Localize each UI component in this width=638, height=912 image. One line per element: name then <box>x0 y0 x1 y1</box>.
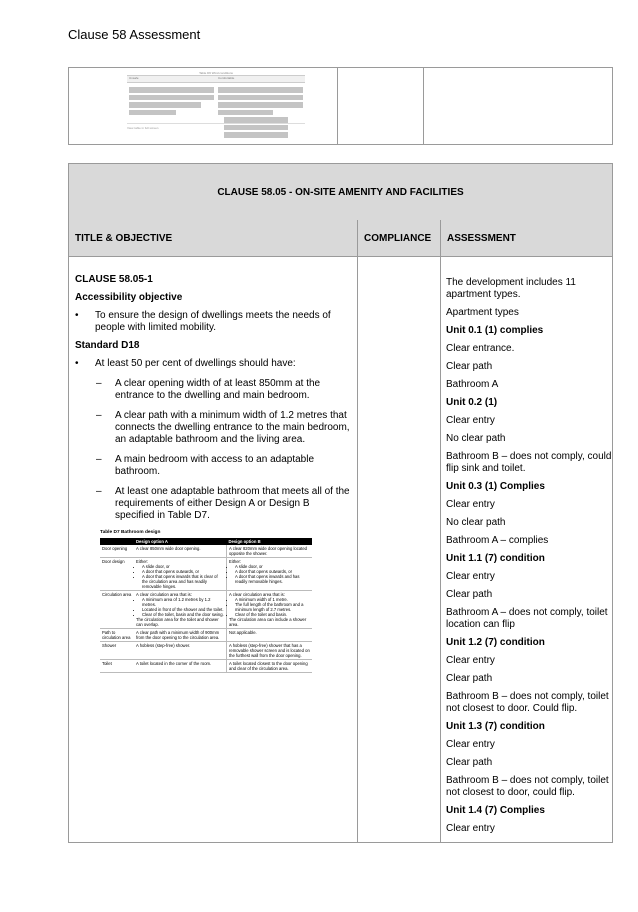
assessment-unit-heading: Unit 1.2 (7) condition <box>446 637 545 648</box>
d7-cell-intro: Either: <box>229 559 242 564</box>
d7-cell-a: A hobless (step-free) shower. <box>134 642 227 660</box>
d7-cell-item: • Clear of the toilet, basin and the door swing. <box>142 612 224 617</box>
objective-bullet <box>75 310 351 334</box>
d7-cell-b: A clear 820mm wide door opening located opposite the shower. <box>227 545 313 558</box>
d7-cell-b <box>227 558 313 591</box>
assessment-line: Bathroom A – complies <box>446 535 549 546</box>
assessment-line: Bathroom B – does not comply, toilet not closest to door. Could flip. <box>446 691 609 714</box>
d7-row-label: Door opening <box>100 545 134 558</box>
table-d7-bathroom-design <box>100 530 312 673</box>
col-header-title: TITLE & OBJECTIVE <box>75 232 173 244</box>
requirement-item <box>75 454 351 478</box>
assessment-unit-heading: Unit 1.4 (7) Complies <box>446 805 545 816</box>
excerpt-cell <box>69 68 338 144</box>
assessment-unit-heading: Unit 0.1 (1) complies <box>446 325 544 336</box>
d7-cell-intro: Either: <box>136 559 149 564</box>
thumbnail-header <box>127 75 305 83</box>
d7-row-label: Door design <box>100 558 134 591</box>
assessment-line: Bathroom B – does not comply, toilet not closest to door, could flip. <box>446 775 609 798</box>
d7-cell-note: The circulation area for the toilet and shower can overlap. <box>136 617 219 627</box>
assessment-line: Clear entry <box>446 655 495 666</box>
d7-row-door-design <box>100 558 312 591</box>
d7-cell-b: A hobless (step-free) shower that has a removable shower screen and is located on the furthest wall from the door opening. <box>227 642 313 660</box>
wind-conditions-thumbnail <box>127 71 305 135</box>
d7-row-label: Shower <box>100 642 134 660</box>
column-header-row <box>69 220 612 257</box>
assessment-cell <box>446 277 612 841</box>
d7-row-label: Circulation area <box>100 591 134 629</box>
d7-cell-a: A toilet located in the corner of the room. <box>134 660 227 673</box>
d7-cell-note: The circulation area can include a shower area. <box>229 617 307 627</box>
assessment-unit-heading: Unit 1.3 (7) condition <box>446 721 545 732</box>
d7-row-toilet <box>100 660 312 673</box>
section-heading: CLAUSE 58.05 - ON-SITE AMENITY AND FACILITIES <box>69 164 612 221</box>
column-divider <box>440 220 441 843</box>
assessment-line: Clear entry <box>446 415 495 426</box>
page-title: Clause 58 Assessment <box>68 27 201 42</box>
excerpt-compliance-cell <box>337 68 424 144</box>
d7-cell-intro: A clear circulation area that is: <box>229 592 285 597</box>
d7-row-door-opening <box>100 545 312 558</box>
d7-cell-a <box>134 591 227 629</box>
dash-marker: – <box>96 454 102 465</box>
title-objective-cell <box>75 274 351 673</box>
requirement-item <box>75 378 351 402</box>
d7-cell-item: • The full length of the bathroom and a minimum length of 2.7 metres. <box>235 602 310 612</box>
assessment-line: Apartment types <box>446 307 519 318</box>
assessment-line: Clear entrance. <box>446 343 515 354</box>
assessment-line: Clear entry <box>446 571 495 582</box>
d7-cell-a: A clear 850mm wide door opening. <box>134 545 227 558</box>
assessment-line: Bathroom A – does not comply, toilet location can flip <box>446 607 608 630</box>
d7-cell-item: • A door that opens outwards, or <box>142 569 224 574</box>
bullet-marker: • <box>75 358 79 369</box>
assessment-line: Clear path <box>446 589 493 600</box>
assessment-line: Bathroom B – does not comply, could flip sink and toilet. <box>446 451 612 474</box>
d7-cell-item: • A door that opens inwards that is clear of the circulation area and has readily removable hinges. <box>142 574 224 589</box>
assessment-line: Clear path <box>446 361 493 372</box>
thumbnail-text-a <box>127 83 216 123</box>
objective-text: To ensure the design of dwellings meets the needs of people with limited mobility. <box>95 310 331 333</box>
d7-cell-item: • Clear of the toilet and basin. <box>235 612 310 617</box>
assessment-line: Bathroom A <box>446 379 499 390</box>
d7-cell-b: A toilet located closest to the door opening and clear of the circulation area. <box>227 660 313 673</box>
thumbnail-col-a: Unsafe <box>129 76 139 80</box>
requirement-item <box>75 486 351 522</box>
d7-header-option-b: Design option B <box>227 538 313 545</box>
assessment-line: Clear entry <box>446 499 495 510</box>
thumbnail-text-b <box>216 83 305 123</box>
assessment-line: No clear path <box>446 517 506 528</box>
assessment-line: Clear path <box>446 757 493 768</box>
assessment-line: No clear path <box>446 433 506 444</box>
d7-cell-item: • A door that opens outwards, or <box>235 569 310 574</box>
d7-row-label: Path to circulation area <box>100 629 134 642</box>
assessment-unit-heading: Unit 1.1 (7) condition <box>446 553 545 564</box>
d7-cell-item: • A minimum area of 1.2 metres by 1.2 metres. <box>142 597 224 607</box>
d7-row-label: Toilet <box>100 660 134 673</box>
d7-cell-b <box>227 591 313 629</box>
previous-table-fragment <box>68 67 613 145</box>
d7-cell-a: A clear path with a minimum width of 900mm from the door opening to the circulation area. <box>134 629 227 642</box>
d7-header-option-a: Design option A <box>134 538 227 545</box>
dash-marker: – <box>96 378 102 389</box>
standard-heading: Standard D18 <box>75 340 140 351</box>
requirement-text: A main bedroom with access to an adaptable bathroom. <box>115 454 315 477</box>
col-header-compliance: COMPLIANCE <box>364 232 432 244</box>
assessment-line: The development includes 11 apartment types. <box>446 277 576 300</box>
d7-header-blank <box>100 538 134 545</box>
clause-number: CLAUSE 58.05-1 <box>75 274 153 285</box>
d7-cell-intro: A clear circulation area that is: <box>136 592 192 597</box>
requirement-item <box>75 410 351 446</box>
thumbnail-col-b: Comfortable <box>218 76 235 80</box>
assessment-line: Clear entry <box>446 739 495 750</box>
assessment-line: Clear path <box>446 673 493 684</box>
thumbnail-row <box>127 83 305 124</box>
d7-cell-item: • A slide door, or <box>142 564 224 569</box>
requirement-text: At least one adaptable bathroom that meets all of the requirements of either Design A or Design B specified in Table D7. <box>115 486 350 521</box>
d7-row-shower <box>100 642 312 660</box>
assessment-unit-heading: Unit 0.3 (1) Complies <box>446 481 545 492</box>
d7-cell-item: • A minimum width of 1 metre. <box>235 597 310 602</box>
requirement-text: A clear opening width of at least 850mm at the entrance to the dwelling and main bedroom. <box>115 378 321 401</box>
bullet-marker: • <box>75 310 79 321</box>
clause-58-05-table <box>68 163 613 843</box>
dash-marker: – <box>96 486 102 497</box>
standard-intro-text: At least 50 per cent of dwellings should have: <box>95 358 296 369</box>
d7-row-circulation <box>100 591 312 629</box>
d7-cell-a <box>134 558 227 591</box>
d7-cell-item: • Located in front of the shower and the toilet. <box>142 607 224 612</box>
thumbnail-footnote: View table in full screen <box>127 126 159 130</box>
col-header-assessment: ASSESSMENT <box>447 232 516 244</box>
thumbnail-caption: Table D6 Wind conditions <box>199 71 233 75</box>
column-divider <box>357 220 358 843</box>
assessment-line: Clear entry <box>446 823 495 834</box>
d7-cell-b: Not applicable. <box>227 629 313 642</box>
dash-marker: – <box>96 410 102 421</box>
objective-heading: Accessibility objective <box>75 292 183 303</box>
standard-intro <box>75 358 351 370</box>
table-d7-header <box>100 538 312 545</box>
d7-cell-item: • A door that opens inwards and has readily removable hinges. <box>235 574 310 584</box>
assessment-unit-heading: Unit 0.2 (1) <box>446 397 498 408</box>
requirement-text: A clear path with a minimum width of 1.2 metres that connects the dwelling entrance to the main bedroom, an adaptable bathroom and the living area. <box>115 410 350 445</box>
table-d7-caption: Table D7 Bathroom design <box>100 530 161 535</box>
d7-cell-item: • A slide door, or <box>235 564 310 569</box>
d7-row-path <box>100 629 312 642</box>
